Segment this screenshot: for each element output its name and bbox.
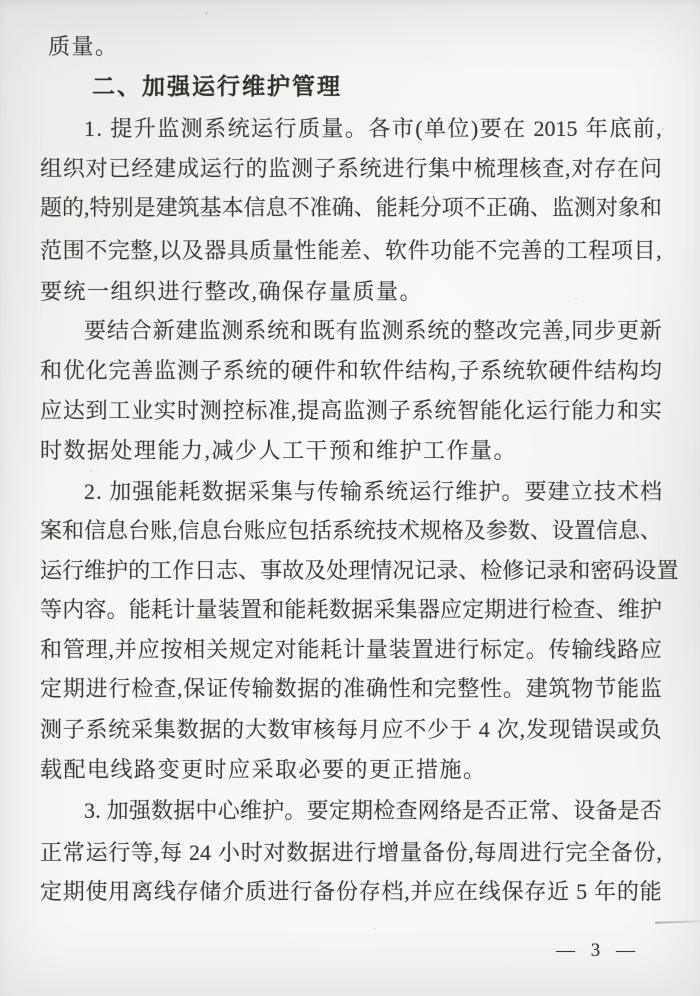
noise-speck: [662, 128, 664, 130]
text-line: 要 结 合 新 建 监 测 系 统 和 既 有 监 测 系 统 的 整 改 完 善 , 同 步 更 新: [84, 318, 662, 343]
text-line: 质量。: [48, 34, 119, 59]
text-line: 测 子 系 统 采 集 数 据 的 大 数 审 核 每 月 应 不 少 于 4 次 , 发 现 错 误 或 负: [40, 717, 662, 742]
section-heading: 二、加强运行维护管理: [92, 73, 342, 99]
noise-speck: [374, 928, 376, 930]
text-line: 组 织 对 已 经 建 成 运 行 的 监 测 子 系 统 进 行 集 中 梳 理 核 查 , 对 存 在 问: [40, 156, 662, 181]
text-line: 正 常 运 行 等 , 每 24 小 时 对 数 据 进 行 增 量 备 份 , 每 周 进 行 完 全 备 份 ,: [40, 840, 662, 865]
text-line: 和 优 化 完 善 监 测 子 系 统 的 硬 件 和 软 件 结 构 , 子 系 统 软 硬 件 结 构 均: [40, 358, 662, 383]
text-line: 1 . 提 升 监 测 系 统 运 行 质 量 。 各 市 ( 单 位 ) 要 在 2015 年 底 前 ,: [84, 116, 662, 141]
text-line: 应 达 到 工 业 实 时 测 控 标 准 , 提 高 监 测 子 系 统 智 能 化 运 行 能 力 和 实: [40, 398, 662, 423]
page-number: — 3 —: [556, 940, 636, 961]
text-line: 2 . 加 强 能 耗 数 据 采 集 与 传 输 系 统 运 行 维 护 。 要 建 立 技 术 档: [84, 479, 662, 504]
text-line: 要统一组织进行整改,确保存量质量。: [40, 279, 424, 304]
text-line: 时数据处理能力,减少人工干预和维护工作量。: [40, 438, 518, 463]
noise-speck: [575, 297, 577, 299]
text-line: 定 期 进 行 检 查 , 保 证 传 输 数 据 的 准 确 性 和 完 整 性 。 建 筑 物 节 能 监: [40, 676, 662, 701]
scan-artifact-line: [655, 920, 700, 924]
text-line: 定 期 使 用 离 线 存 储 介 质 进 行 备 份 存 档 , 并 应 在 线 保 存 近 5 年 的 能: [40, 879, 662, 904]
text-line: 等 内 容 。 能 耗 计 量 装 置 和 能 耗 数 据 采 集 器 应 定 期 进 行 检 查 、 维 护: [40, 597, 662, 622]
noise-speck: [118, 95, 120, 97]
text-line: 案 和 信 息 台 账 , 信 息 台 账 应 包 括 系 统 技 术 规 格 及 参 数 、 设 置 信 息 、: [40, 518, 662, 543]
text-line: 范 围 不 完 整 , 以 及 器 具 质 量 性 能 差 、 软 件 功 能 不 完 善 的 工 程 项 目 ,: [40, 238, 662, 263]
noise-speck: [205, 12, 208, 15]
text-line: 载配电线路变更时应采取必要的更正措施。: [40, 757, 487, 782]
text-line: 3 . 加 强 数 据 中 心 维 护 。 要 定 期 检 查 网 络 是 否 正 常 、 设 备 是 否: [84, 798, 662, 823]
text-line: 运 行 维 护 的 工 作 日 志 、 事 故 及 处 理 情 况 记 录 、 检 修 记 录 和 密 码 设 置: [40, 558, 679, 583]
text-line: 和 管 理 , 并 应 按 相 关 规 定 对 能 耗 计 量 装 置 进 行 标 定 。 传 输 线 路 应: [40, 637, 662, 662]
noise-speck: [90, 470, 92, 472]
text-line: 题 的 , 特 别 是 建 筑 基 本 信 息 不 准 确 、 能 耗 分 项 不 正 确 、 监 测 对 象 和: [40, 195, 662, 220]
